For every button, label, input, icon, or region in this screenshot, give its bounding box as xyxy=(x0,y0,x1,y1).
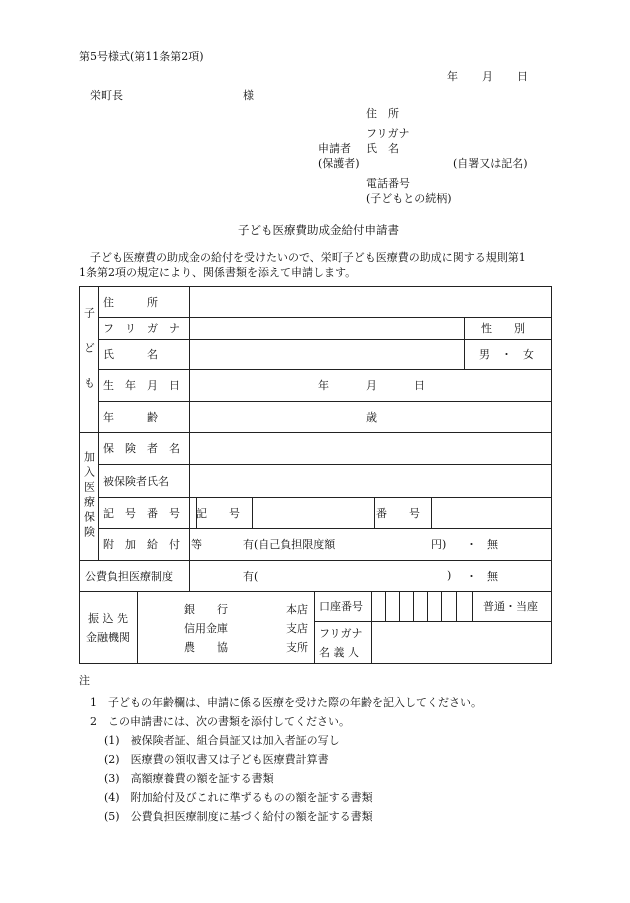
gender-label: 性 別 xyxy=(481,322,525,335)
furigana-label: フ リ ガ ナ xyxy=(103,322,180,335)
holder-name: 名 義 人 xyxy=(319,646,359,659)
public-close: ) xyxy=(447,569,452,582)
date-year: 年 xyxy=(447,70,458,83)
insurance-group-label: 加入医療保険 xyxy=(82,451,96,541)
age-unit: 歳 xyxy=(366,410,377,424)
insured-name-label: 被保険者氏名 xyxy=(103,474,169,488)
phone-label: 電話番号 xyxy=(366,177,410,190)
benefit-yes[interactable]: 有(自己負担限度額 xyxy=(243,538,336,551)
branch-type-branch: 支店 xyxy=(286,621,308,635)
branch-type-main: 本店 xyxy=(286,602,308,616)
benefit-none[interactable]: 無 xyxy=(487,538,498,551)
date-day: 日 xyxy=(517,70,528,83)
note-sub-5: (5) 公費負担医療制度に基づく給付の額を証する書類 xyxy=(104,810,373,823)
note-sub-1: (1) 被保険者証、組合員証又は加入者証の写し xyxy=(104,734,340,747)
transfer-label xyxy=(79,591,137,664)
birth-year: 年 xyxy=(318,379,329,392)
signature-note: (自署又は記名) xyxy=(453,157,528,170)
branch-type-office: 支所 xyxy=(286,640,308,654)
applicant-furigana-label: フリガナ xyxy=(366,127,410,140)
transfer-label-line-1: 振 込 先 xyxy=(88,612,128,625)
applicant-name-label: 氏 名 xyxy=(366,142,399,155)
bank-types xyxy=(184,591,228,664)
notes-heading: 注 xyxy=(79,674,90,687)
date-month: 月 xyxy=(482,70,493,83)
child-group-label: 子ども xyxy=(82,306,96,412)
birth-month: 月 xyxy=(366,379,377,392)
insurer-label: 保 険 者 名 xyxy=(103,442,180,455)
bank-type-credit: 信用金庫 xyxy=(184,621,228,635)
note-sub-3: (3) 高額療養費の額を証する書類 xyxy=(104,772,274,785)
benefit-yen: 円) xyxy=(431,538,447,551)
applicant-address-label: 住 所 xyxy=(366,107,399,120)
address-label: 住 所 xyxy=(103,295,158,309)
public-expense-label: 公費負担医療制度 xyxy=(85,569,173,583)
number-label: 番 号 xyxy=(376,506,420,520)
form-title: 子ども医療費助成金給付申請書 xyxy=(238,223,399,237)
account-type[interactable]: 普通・当座 xyxy=(483,600,538,613)
birthdate-label: 生 年 月 日 xyxy=(103,379,180,392)
application-table xyxy=(79,286,552,664)
birth-day: 日 xyxy=(414,379,425,392)
branch-types xyxy=(286,591,308,664)
addressee: 栄町長 xyxy=(90,89,123,102)
bank-type-bank: 銀 行 xyxy=(184,602,228,616)
gender-options[interactable]: 男 ・ 女 xyxy=(479,348,534,361)
transfer-label-line-2: 金融機関 xyxy=(86,631,130,644)
intro-line-1: 子ども医療費の助成金の給付を受けたいので、栄町子ども医療費の助成に関する規則第1 xyxy=(79,251,526,264)
bank-type-agri: 農 協 xyxy=(184,640,228,654)
symbol-number-label: 記 号 番 号 xyxy=(103,506,180,520)
honorific: 様 xyxy=(243,89,254,102)
public-none[interactable]: 無 xyxy=(487,569,498,583)
holder-furigana: フリガナ xyxy=(319,627,363,640)
age-label: 年 齢 xyxy=(103,410,158,424)
public-dot: ・ xyxy=(466,569,477,583)
note-sub-4: (4) 附加給付及びこれに準ずるものの額を証する書類 xyxy=(104,791,373,804)
guardian-label: (保護者) xyxy=(318,157,360,170)
relation-label: (子どもとの続柄) xyxy=(366,192,452,205)
holder-label xyxy=(319,621,362,664)
benefit-dot: ・ xyxy=(466,538,477,551)
additional-benefits-label: 附 加 給 付 等 xyxy=(103,538,202,551)
symbol-label: 記 号 xyxy=(196,506,240,520)
applicant-label: 申請者 xyxy=(318,142,351,155)
form-number: 第5号様式(第11条第2項) xyxy=(79,50,204,63)
note-item-2: 2 この申請書には、次の書類を添付してください。 xyxy=(90,715,350,728)
note-item-1: 1 子どもの年齢欄は、申請に係る医療を受けた際の年齢を記入してください。 xyxy=(90,696,482,709)
note-sub-2: (2) 医療費の領収書又は子ども医療費計算書 xyxy=(104,753,329,766)
public-yes[interactable]: 有( xyxy=(243,569,259,583)
name-label: 氏 名 xyxy=(103,348,158,361)
account-number-label: 口座番号 xyxy=(319,600,363,613)
intro-line-2: 1条第2項の規定により、関係書類を添えて申請します。 xyxy=(79,266,357,279)
